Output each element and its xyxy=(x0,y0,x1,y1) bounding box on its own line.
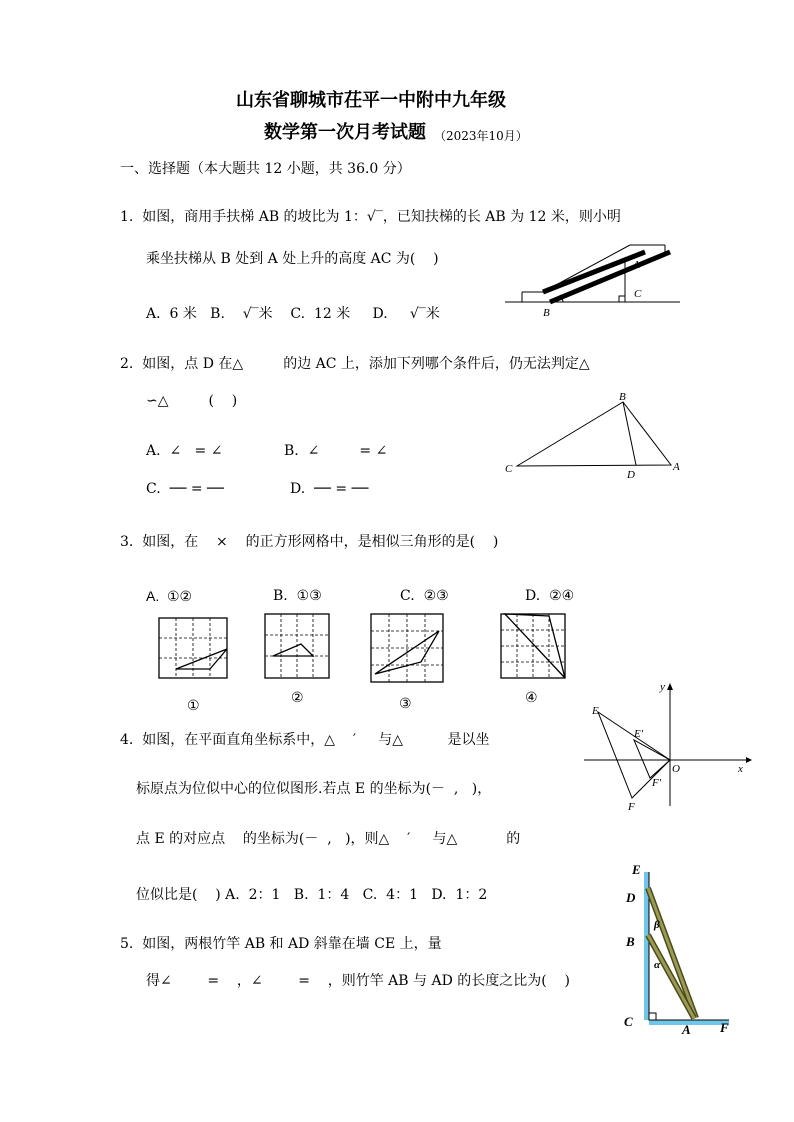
q3-grid-label-2: ② xyxy=(291,691,304,706)
q4-label-o: O xyxy=(672,763,680,775)
q2-option-b: B. ∠ = ∠ xyxy=(284,443,388,459)
section-heading: 一、选择题（本大题共 12 小题，共 36.0 分） xyxy=(120,161,411,177)
page-title-date: （2023年10月） xyxy=(434,129,528,143)
q5-label-beta: β xyxy=(654,919,660,931)
q1-escalator-figure xyxy=(505,240,685,320)
q5-label-d: D xyxy=(626,890,636,905)
q4-label-y: y xyxy=(660,681,665,693)
q3-grid-2 xyxy=(265,614,329,678)
q3-option-b: B. ①③ xyxy=(273,588,322,604)
q2-label-d: D xyxy=(627,469,635,481)
q5-line2: 得∠ = ，∠ = ，则竹竿 AB 与 AD 的长度之比为( ) xyxy=(146,973,570,989)
q5-label-c: C xyxy=(624,1014,633,1029)
q5-label-a: A xyxy=(682,1022,691,1037)
q5-label-alpha: α xyxy=(654,959,661,971)
q2-option-a: A. ∠ = ∠ xyxy=(146,443,223,459)
q5-label-b: B xyxy=(626,934,635,949)
q1-line2: 乘坐扶梯从 B 处到 A 处上升的高度 AC 为( ) xyxy=(146,251,439,267)
q2-label-a: A xyxy=(673,461,680,473)
q2-triangle-figure xyxy=(505,390,695,480)
q3-grid-3 xyxy=(371,614,443,682)
q4-label-f1: F′ xyxy=(652,777,662,789)
q3-grid-1 xyxy=(159,618,227,678)
page-title-line2: 数学第一次月考试题 xyxy=(264,122,426,143)
q3-option-a: A. ①② xyxy=(146,588,193,604)
q2-label-b: B xyxy=(619,391,626,403)
q4-label-e1: E′ xyxy=(634,728,644,740)
q4-line2: 标原点为位似中心的位似图形.若点 E 的坐标为(－ , )， xyxy=(136,781,492,797)
q3-line1: 3. 如图，在 × 的正方形网格中，是相似三角形的是( ) xyxy=(120,534,499,550)
q2-option-c: C. ── = ── xyxy=(146,481,224,497)
q5-line1: 5. 如图，两根竹竿 AB 和 AD 斜靠在墙 CE 上，量 xyxy=(120,936,442,952)
q5-bamboo-figure xyxy=(616,860,746,1035)
q3-grid-label-4: ④ xyxy=(525,691,538,706)
q1-line1: 1. 如图，商用手扶梯 AB 的坡比为 1：√‾，已知扶梯的长 AB 为 12 米，则小明 xyxy=(120,209,621,225)
q3-grid-figures xyxy=(155,610,595,720)
q2-option-d: D. ── = ── xyxy=(290,481,369,497)
q4-line3: 点 E 的对应点 的坐标为(－ , )，则△ ′ 与△ 的 xyxy=(136,831,521,847)
q4-line4: 位似比是( ) A. 2：1 B. 1：4 C. 4：1 D. 1：2 xyxy=(136,887,488,903)
q2-line1: 2. 如图，点 D 在△ 的边 AC 上，添加下列哪个条件后，仍无法判定△ xyxy=(120,356,590,372)
q1-label-c: C xyxy=(634,288,642,300)
q4-coordinate-figure xyxy=(584,680,754,820)
q4-line1: 4. 如图，在平面直角坐标系中，△ ′ 与△ 是以坐 xyxy=(120,732,490,748)
q3-option-c: C. ②③ xyxy=(400,588,449,604)
q5-label-f: F xyxy=(720,1020,729,1035)
q5-label-e: E xyxy=(632,862,641,877)
q1-label-a: A xyxy=(633,259,640,271)
q2-label-c: C xyxy=(505,463,513,475)
q4-label-x: x xyxy=(738,763,743,775)
q3-grid-label-3: ③ xyxy=(399,697,412,712)
q3-grid-label-1: ① xyxy=(187,699,200,714)
page-title-line1: 山东省聊城市茌平一中附中九年级 xyxy=(236,90,506,111)
q2-line2: ∽△ ( ) xyxy=(146,393,238,409)
q1-options: A. 6 米 B. √‾米 C. 12 米 D. √‾米 xyxy=(146,306,440,322)
q1-label-b: B xyxy=(543,307,550,319)
q4-label-f: F xyxy=(628,801,635,813)
q3-grid-4 xyxy=(501,614,565,678)
q4-label-e: E xyxy=(592,705,599,717)
q3-option-d: D. ②④ xyxy=(525,588,575,604)
